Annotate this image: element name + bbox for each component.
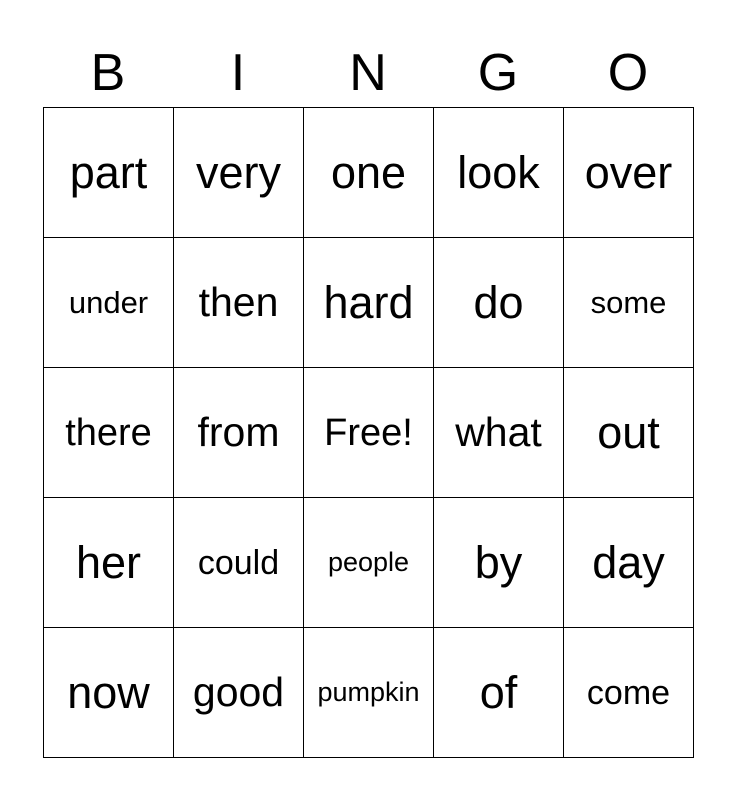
bingo-cell[interactable] [304, 108, 434, 238]
cell-word: pumpkin [317, 677, 420, 707]
bingo-cell[interactable] [304, 238, 434, 368]
cell-word: part [69, 147, 148, 198]
bingo-cell[interactable] [434, 498, 564, 628]
header-letter-o: O [607, 44, 649, 102]
bingo-cell[interactable] [44, 498, 174, 628]
bingo-cell[interactable] [564, 368, 694, 498]
bingo-cell[interactable] [564, 108, 694, 238]
cell-word: then [198, 279, 279, 325]
bingo-cell[interactable] [434, 108, 564, 238]
cell-word: one [330, 147, 407, 198]
bingo-cell[interactable] [44, 628, 174, 758]
bingo-cell[interactable] [174, 498, 304, 628]
bingo-cell[interactable] [564, 498, 694, 628]
bingo-cell[interactable] [44, 238, 174, 368]
header-letter-n: N [349, 44, 387, 102]
free-space-label: Free! [324, 411, 413, 454]
bingo-cell[interactable] [44, 108, 174, 238]
cell-word: day [592, 537, 665, 588]
header-letter-g: G [477, 44, 519, 102]
bingo-cell free-space[interactable] [304, 368, 434, 498]
bingo-cell[interactable] [434, 238, 564, 368]
cell-word: do [473, 277, 524, 328]
cell-word: from [197, 409, 280, 455]
cell-word: over [584, 147, 673, 198]
cell-word: good [192, 669, 285, 715]
bingo-cell[interactable] [304, 628, 434, 758]
cell-word: now [67, 667, 150, 718]
bingo-cell[interactable] [564, 238, 694, 368]
cell-word: out [597, 407, 660, 458]
bingo-cell[interactable] [174, 368, 304, 498]
cell-word: under [68, 285, 149, 320]
bingo-header [43, 40, 693, 106]
bingo-cell[interactable] [304, 498, 434, 628]
cell-word: could [197, 543, 280, 582]
header-letter-b: B [90, 44, 126, 102]
bingo-cell[interactable] [174, 108, 304, 238]
cell-word: very [195, 147, 281, 198]
bingo-cell[interactable] [434, 368, 564, 498]
cell-word: of [479, 667, 518, 718]
cell-word: what [455, 409, 542, 455]
cell-word: by [474, 537, 523, 588]
cell-word: look [457, 147, 540, 198]
cell-word: come [586, 673, 671, 712]
bingo-cell[interactable] [174, 238, 304, 368]
cell-word: hard [323, 277, 414, 328]
cell-word: her [75, 537, 142, 588]
bingo-cell[interactable] [44, 368, 174, 498]
bingo-cell[interactable] [434, 628, 564, 758]
cell-word: people [327, 547, 410, 577]
header-letter-i: I [230, 44, 246, 102]
bingo-cell[interactable] [174, 628, 304, 758]
bingo-cell[interactable] [564, 628, 694, 758]
cell-word: some [590, 285, 667, 320]
cell-word: there [65, 411, 152, 454]
bingo-board [43, 107, 694, 758]
